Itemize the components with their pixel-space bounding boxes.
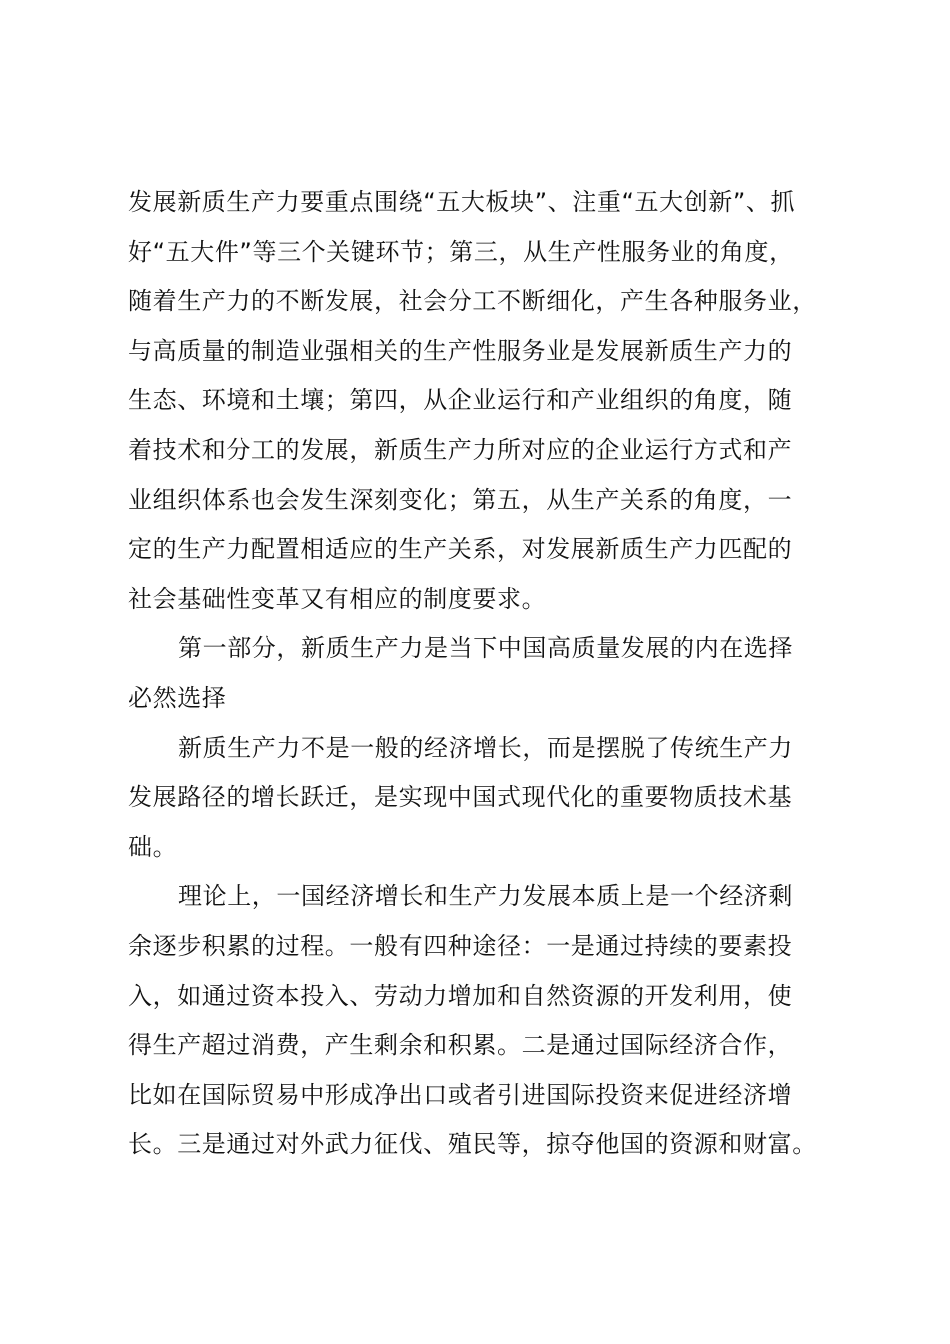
text-line: 与高质量的制造业强相关的生产性服务业是发展新质生产力的	[128, 336, 793, 365]
text-line: 社会基础性变革又有相应的制度要求。	[128, 584, 547, 613]
text-line: 础。	[128, 832, 178, 861]
text-line: 好“五大件”等三个关键环节；第三，从生产性服务业的角度，	[128, 237, 794, 266]
text-line: 理论上，一国经济增长和生产力发展本质上是一个经济剩	[178, 882, 793, 911]
text-line: 发展路径的增长跃迁，是实现中国式现代化的重要物质技术基	[128, 783, 793, 812]
text-line: 发展新质生产力要重点围绕“五大板块”、注重“五大创新”、抓	[128, 188, 796, 216]
text-line: 随着生产力的不断发展，社会分工不断细化，产生各种服务业，	[128, 287, 817, 316]
text-line: 得生产超过消费，产生剩余和积累。二是通过国际经济合作，	[128, 1031, 793, 1060]
text-line: 长。三是通过对外武力征伐、殖民等，掠夺他国的资源和财富。	[128, 1130, 817, 1159]
text-line: 业组织体系也会发生深刻变化；第五，从生产关系的角度，一	[128, 485, 793, 514]
text-line: 生态、环境和土壤；第四，从企业运行和产业组织的角度，随	[128, 386, 793, 415]
section-heading-line: 第一部分，新质生产力是当下中国高质量发展的内在选择	[178, 634, 793, 663]
text-line: 余逐步积累的过程。一般有四种途径：一是通过持续的要素投	[128, 931, 793, 960]
text-line: 比如在国际贸易中形成净出口或者引进国际投资来促进经济增	[128, 1080, 793, 1109]
text-line: 新质生产力不是一般的经济增长，而是摆脱了传统生产力	[178, 733, 793, 762]
text-line: 着技术和分工的发展，新质生产力所对应的企业运行方式和产	[128, 435, 793, 464]
body-text	[128, 178, 848, 1170]
section-heading-line: 必然选择	[128, 683, 227, 712]
text-line: 入，如通过资本投入、劳动力增加和自然资源的开发利用，使	[128, 981, 793, 1010]
text-line: 定的生产力配置相适应的生产关系，对发展新质生产力匹配的	[128, 535, 793, 564]
